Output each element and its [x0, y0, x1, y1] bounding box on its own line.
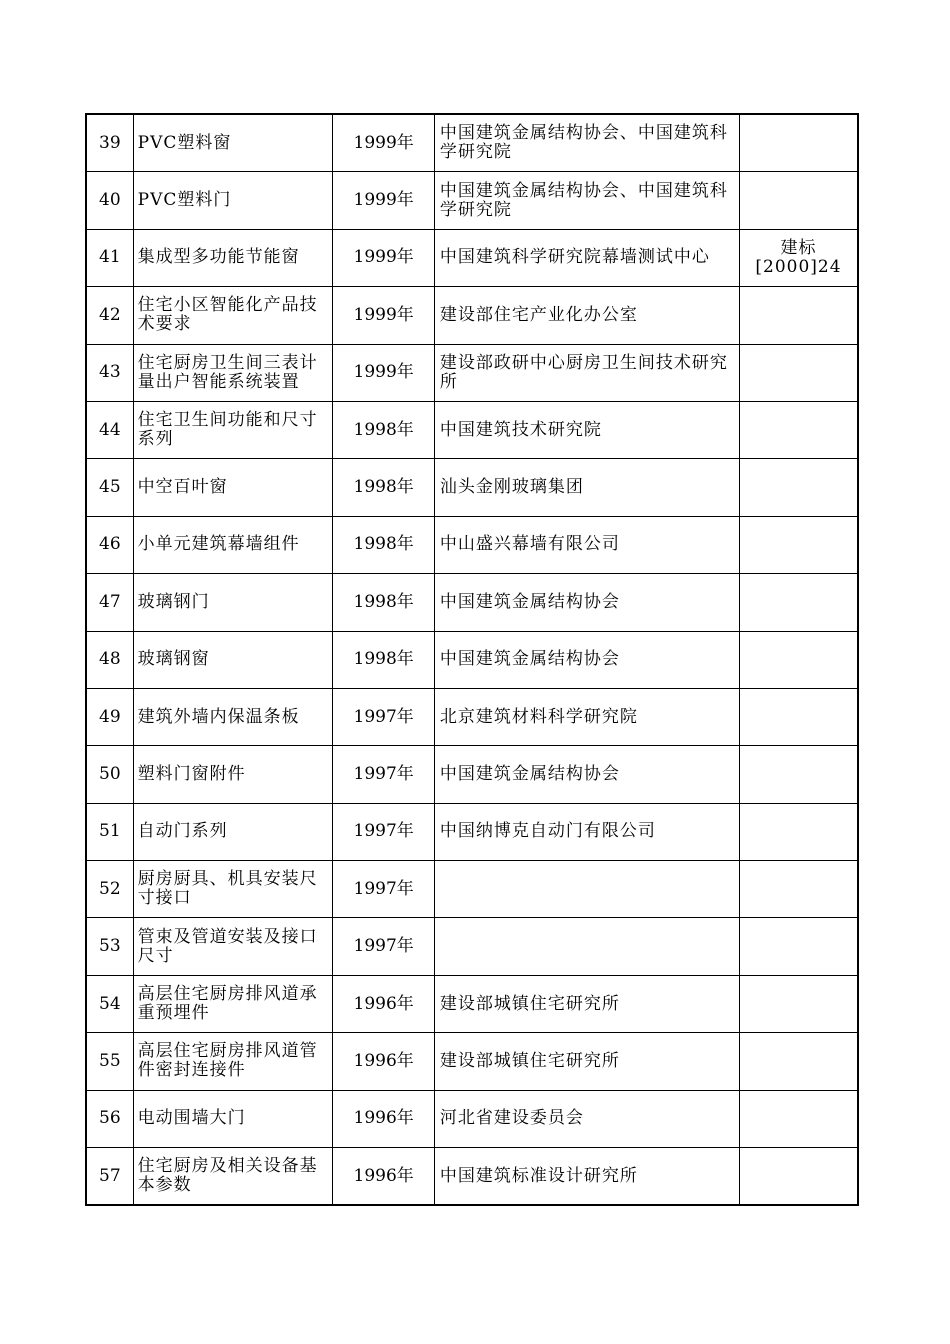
note [740, 975, 859, 1032]
note [740, 688, 859, 745]
year: 1996年 [333, 1033, 434, 1090]
organization: 建设部政研中心厨房卫生间技术研究所 [434, 344, 739, 401]
organization: 中国建筑金属结构协会、中国建筑科学研究院 [434, 114, 739, 172]
year: 1996年 [333, 975, 434, 1032]
standard-name: 住宅卫生间功能和尺寸系列 [133, 401, 333, 458]
standard-name: 住宅厨房卫生间三表计量出户智能系统装置 [133, 344, 333, 401]
table-row [86, 401, 858, 458]
year: 1999年 [333, 229, 434, 286]
organization: 中国建筑金属结构协会 [434, 574, 739, 631]
table-row [86, 459, 858, 516]
note [740, 344, 859, 401]
note-line: 建标 [780, 237, 817, 258]
table-row [86, 287, 858, 344]
standard-name: 管束及管道安装及接口尺寸 [133, 918, 333, 975]
year: 1998年 [333, 459, 434, 516]
organization: 中国建筑金属结构协会 [434, 631, 739, 688]
standard-name: 电动围墙大门 [133, 1090, 333, 1147]
standard-name: 玻璃钢门 [133, 574, 333, 631]
note [740, 1033, 859, 1090]
standard-name: PVC塑料门 [133, 172, 333, 229]
row-number: 46 [86, 516, 133, 573]
row-number: 57 [86, 1148, 133, 1206]
year: 1999年 [333, 344, 434, 401]
note [740, 631, 859, 688]
table-row [86, 172, 858, 229]
year: 1997年 [333, 861, 434, 918]
year: 1998年 [333, 401, 434, 458]
standard-name: 玻璃钢窗 [133, 631, 333, 688]
organization: 建设部住宅产业化办公室 [434, 287, 739, 344]
row-number: 53 [86, 918, 133, 975]
note [740, 1090, 859, 1147]
year: 1997年 [333, 688, 434, 745]
note [740, 172, 859, 229]
note [740, 1148, 859, 1206]
note [740, 918, 859, 975]
year: 1999年 [333, 114, 434, 172]
organization: 中国建筑标准设计研究所 [434, 1148, 739, 1206]
note-line: [2000]24 [755, 256, 842, 277]
table-row [86, 1090, 858, 1147]
standard-name: 集成型多功能节能窗 [133, 229, 333, 286]
table-row [86, 688, 858, 745]
table-row [86, 803, 858, 860]
year: 1999年 [333, 172, 434, 229]
standard-name: 住宅厨房及相关设备基本参数 [133, 1148, 333, 1206]
organization: 中山盛兴幕墙有限公司 [434, 516, 739, 573]
year: 1998年 [333, 516, 434, 573]
organization [434, 861, 739, 918]
row-number: 49 [86, 688, 133, 745]
row-number: 42 [86, 287, 133, 344]
year: 1999年 [333, 287, 434, 344]
note [740, 229, 859, 286]
row-number: 39 [86, 114, 133, 172]
table-row [86, 631, 858, 688]
row-number: 55 [86, 1033, 133, 1090]
standard-name: 高层住宅厨房排风道管件密封连接件 [133, 1033, 333, 1090]
table-row [86, 114, 858, 172]
organization: 中国纳博克自动门有限公司 [434, 803, 739, 860]
row-number: 41 [86, 229, 133, 286]
organization: 中国建筑技术研究院 [434, 401, 739, 458]
row-number: 44 [86, 401, 133, 458]
row-number: 52 [86, 861, 133, 918]
note [740, 861, 859, 918]
year: 1998年 [333, 574, 434, 631]
organization [434, 918, 739, 975]
table-row [86, 1148, 858, 1206]
table-row [86, 746, 858, 803]
row-number: 56 [86, 1090, 133, 1147]
standard-name: 高层住宅厨房排风道承重预埋件 [133, 975, 333, 1032]
note [740, 746, 859, 803]
organization: 中国建筑科学研究院幕墙测试中心 [434, 229, 739, 286]
table-row [86, 516, 858, 573]
row-number: 51 [86, 803, 133, 860]
row-number: 47 [86, 574, 133, 631]
standard-name: 建筑外墙内保温条板 [133, 688, 333, 745]
year: 1997年 [333, 746, 434, 803]
note [740, 803, 859, 860]
table-row [86, 344, 858, 401]
standard-name: 小单元建筑幕墙组件 [133, 516, 333, 573]
note [740, 516, 859, 573]
table-row [86, 861, 858, 918]
organization: 河北省建设委员会 [434, 1090, 739, 1147]
table-body [86, 114, 858, 1205]
row-number: 43 [86, 344, 133, 401]
year: 1997年 [333, 803, 434, 860]
year: 1998年 [333, 631, 434, 688]
table-row [86, 918, 858, 975]
table-row [86, 574, 858, 631]
organization: 汕头金刚玻璃集团 [434, 459, 739, 516]
standard-name: 住宅小区智能化产品技术要求 [133, 287, 333, 344]
year: 1996年 [333, 1148, 434, 1206]
note [740, 459, 859, 516]
row-number: 48 [86, 631, 133, 688]
year: 1997年 [333, 918, 434, 975]
row-number: 45 [86, 459, 133, 516]
row-number: 54 [86, 975, 133, 1032]
standard-name: 中空百叶窗 [133, 459, 333, 516]
standard-name: 厨房厨具、机具安装尺寸接口 [133, 861, 333, 918]
note [740, 114, 859, 172]
standard-name: 自动门系列 [133, 803, 333, 860]
note [740, 574, 859, 631]
row-number: 40 [86, 172, 133, 229]
standard-name: 塑料门窗附件 [133, 746, 333, 803]
organization: 北京建筑材料科学研究院 [434, 688, 739, 745]
standard-name: PVC塑料窗 [133, 114, 333, 172]
table-row [86, 229, 858, 286]
standards-table [85, 113, 859, 1206]
row-number: 50 [86, 746, 133, 803]
table-row [86, 1033, 858, 1090]
organization: 中国建筑金属结构协会、中国建筑科学研究院 [434, 172, 739, 229]
organization: 建设部城镇住宅研究所 [434, 975, 739, 1032]
year: 1996年 [333, 1090, 434, 1147]
note [740, 401, 859, 458]
organization: 建设部城镇住宅研究所 [434, 1033, 739, 1090]
organization: 中国建筑金属结构协会 [434, 746, 739, 803]
table-row [86, 975, 858, 1032]
note [740, 287, 859, 344]
